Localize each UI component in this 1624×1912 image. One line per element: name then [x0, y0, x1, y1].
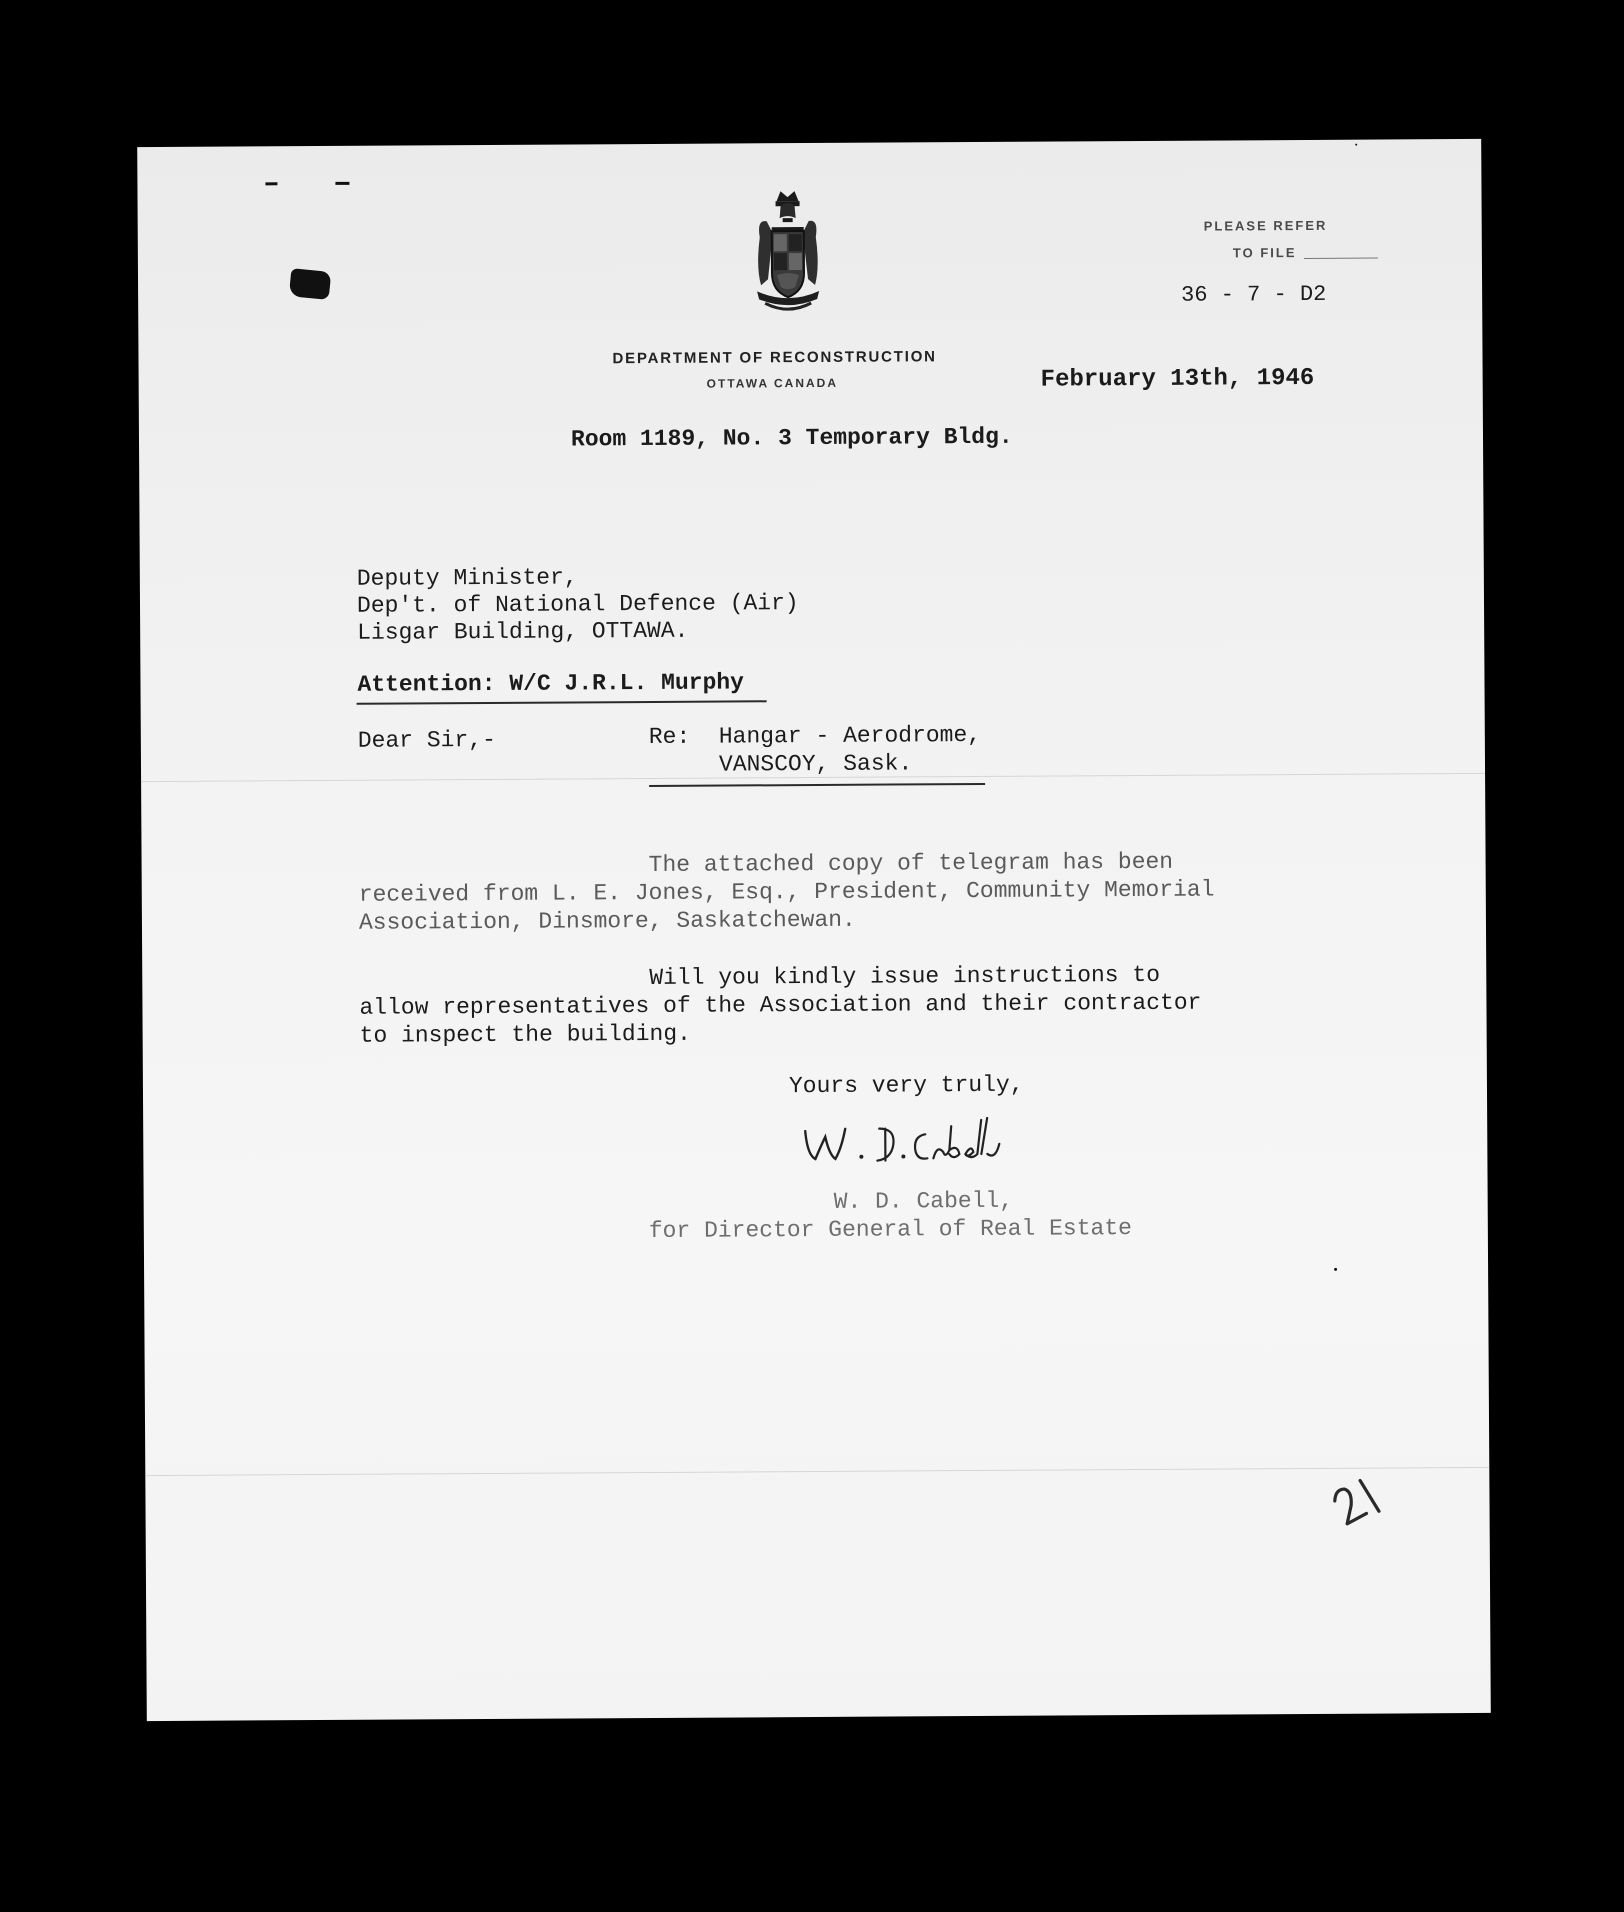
file-number: 36 - 7 - D2: [1181, 281, 1327, 308]
signature-name: W. D. Cabell,: [833, 1187, 1014, 1215]
letter-page: [137, 139, 1491, 1721]
re-label: Re:: [648, 723, 691, 751]
ink-speck: [1334, 1268, 1337, 1271]
re-underline: [649, 783, 985, 787]
fold-line-lower: [145, 1467, 1489, 1476]
body-paragraph-2-line-1: Will you kindly issue instructions to: [649, 961, 1161, 992]
body-paragraph-2-line-2: allow representatives of the Association and their contractor: [359, 989, 1202, 1021]
body-paragraph-1-line-3: Association, Dinsmore, Saskatchewan.: [358, 906, 856, 936]
body-paragraph-1-line-1: The attached copy of telegram has been: [648, 848, 1174, 879]
recipient-line-2: Dep't. of National Defence (Air): [356, 590, 799, 619]
attention-line: Attention: W/C J.R.L. Murphy: [357, 669, 745, 698]
coat-of-arms-icon: [754, 187, 821, 315]
re-subject-line-2: VANSCOY, Sask.: [718, 750, 913, 778]
to-file-label: TO FILE: [1232, 245, 1297, 261]
room-address: Room 1189, No. 3 Temporary Bldg.: [570, 423, 1013, 453]
salutation: Dear Sir,-: [357, 726, 496, 754]
binding-mark-top-right: [335, 182, 349, 185]
body-paragraph-2-line-3: to inspect the building.: [359, 1020, 691, 1049]
re-subject-line-1: Hangar - Aerodrome,: [718, 721, 982, 750]
file-number-underline: [1304, 258, 1378, 259]
attention-underline: [357, 700, 767, 705]
recipient-line-1: Deputy Minister,: [356, 564, 578, 592]
binding-mark-top: [265, 182, 277, 185]
handwritten-page-number: [1323, 1465, 1393, 1535]
department-location: OTTAWA CANADA: [706, 375, 839, 391]
department-name: DEPARTMENT OF RECONSTRUCTION: [612, 348, 937, 368]
closing: Yours very truly,: [788, 1071, 1024, 1100]
signature-title: for Director General of Real Estate: [648, 1215, 1132, 1245]
refer-label: PLEASE REFER: [1203, 217, 1328, 234]
recipient-line-3: Lisgar Building, OTTAWA.: [357, 617, 689, 646]
ink-speck-top: [1355, 144, 1357, 146]
letter-date: February 13th, 1946: [1040, 364, 1315, 394]
punch-hole-mark: [289, 268, 332, 300]
body-paragraph-1-line-2: received from L. E. Jones, Esq., President, Community Memorial: [358, 876, 1215, 908]
handwritten-signature: [799, 1114, 1019, 1175]
